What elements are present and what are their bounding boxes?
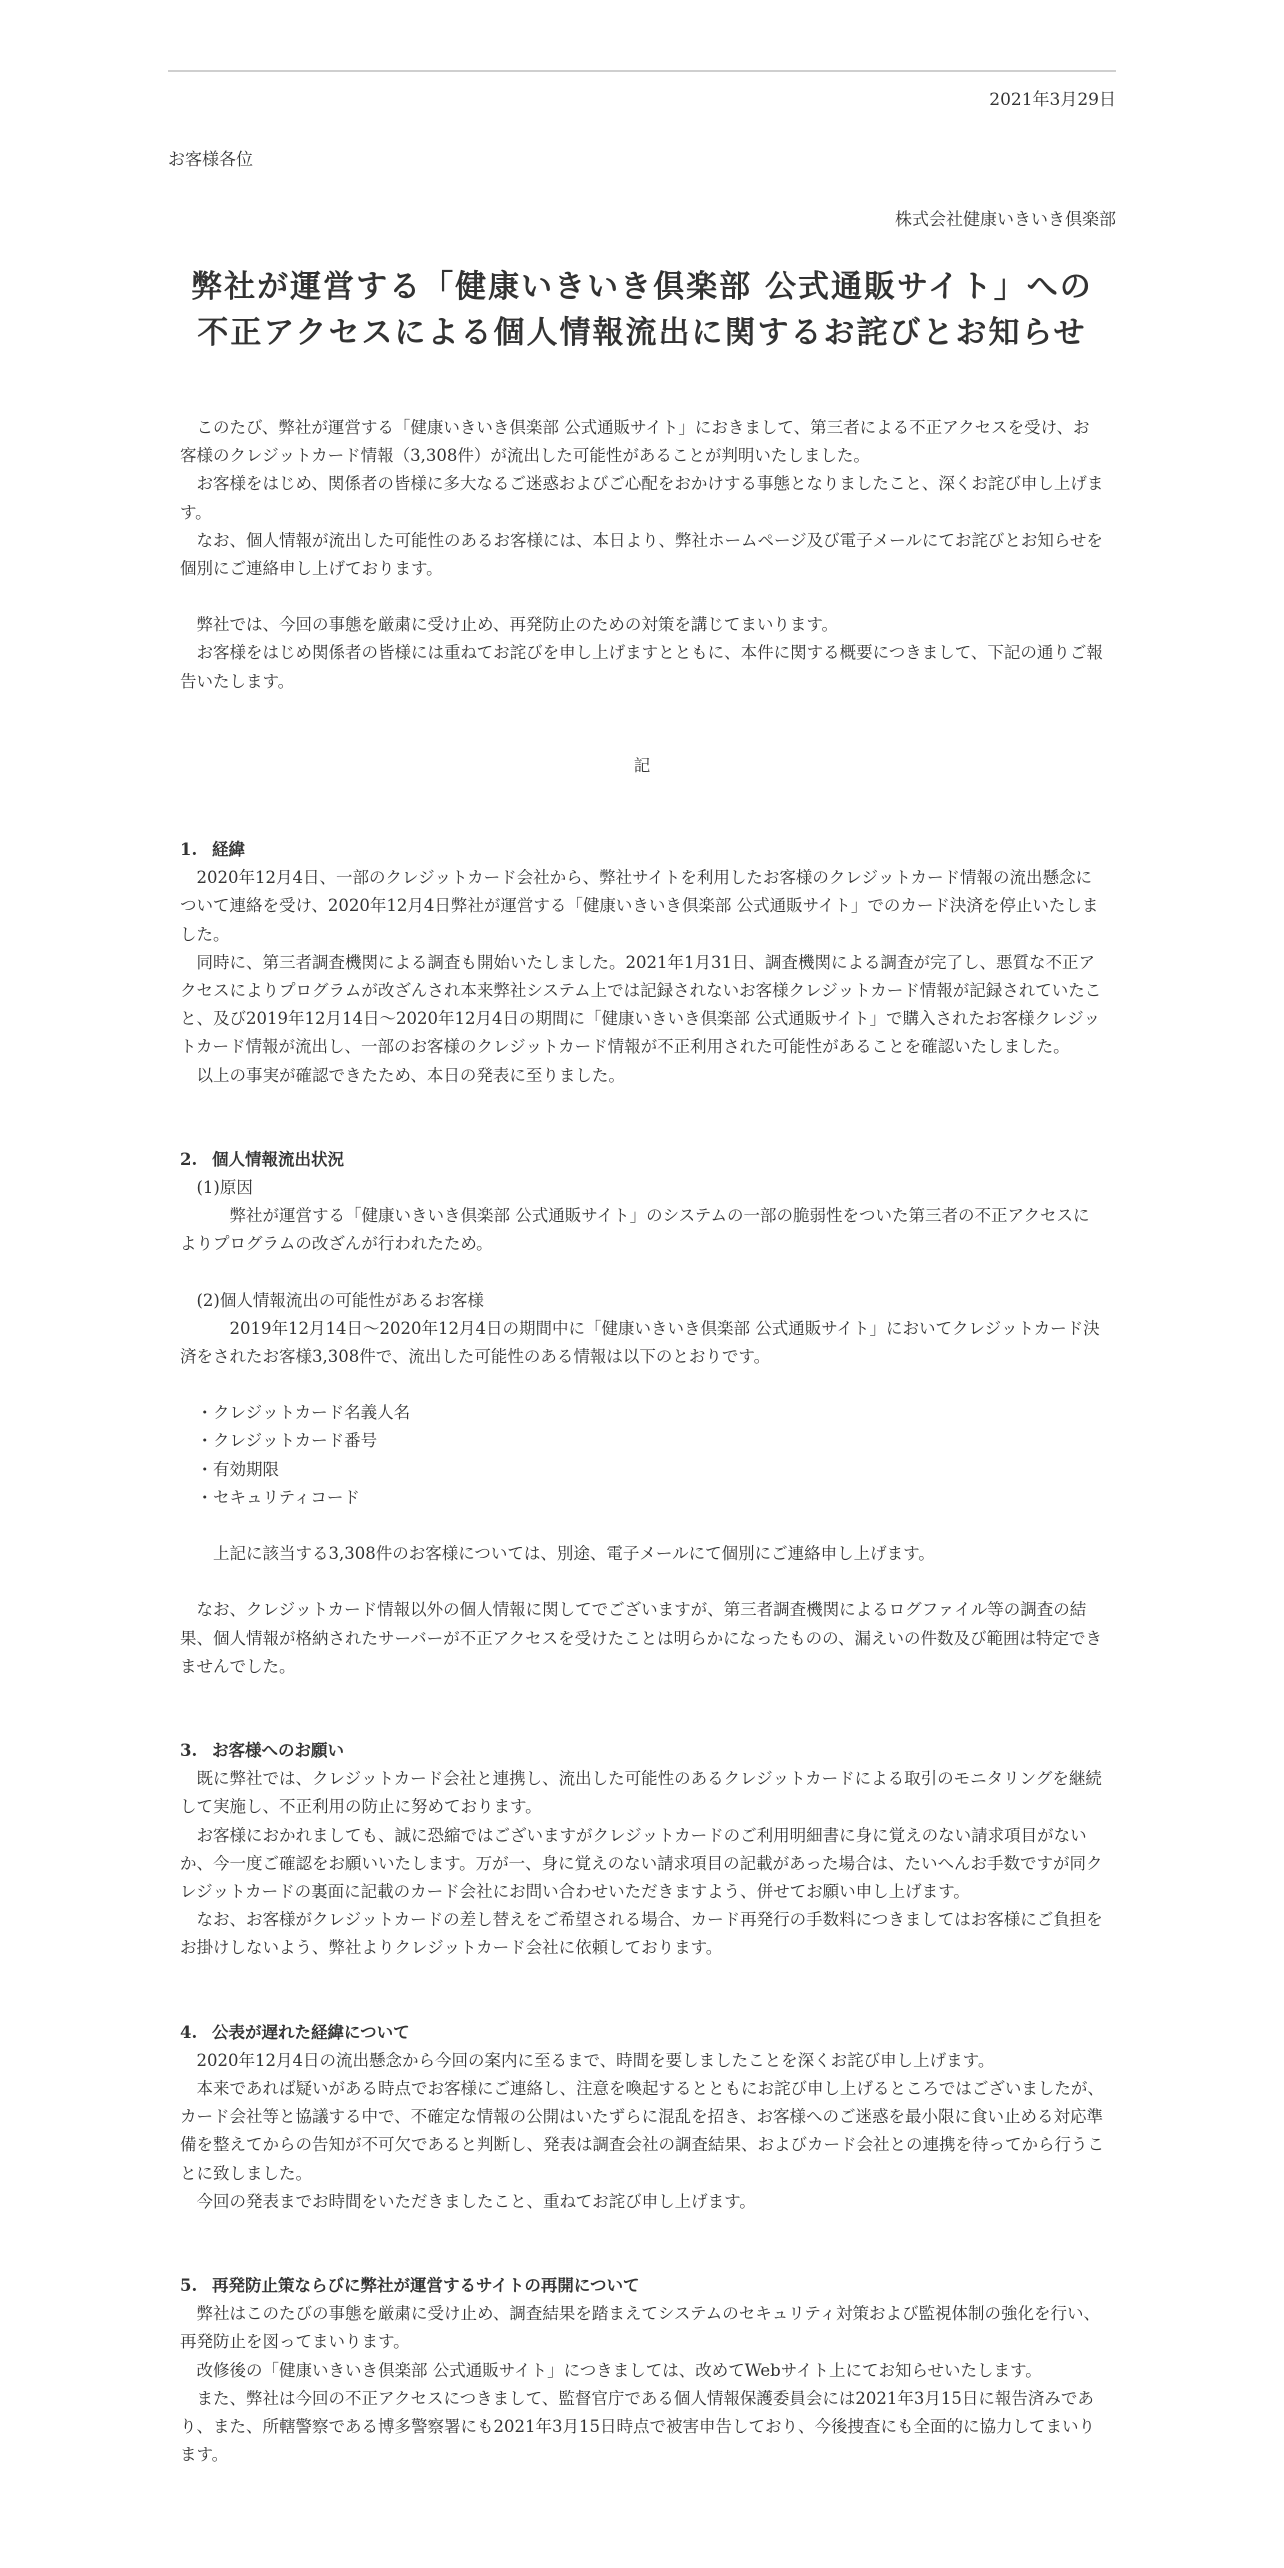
ki-marker: 記: [633, 755, 651, 775]
intro-paragraph: 弊社では、今回の事態を厳粛に受け止め、再発防止のための対策を講じてまいります。: [196, 615, 839, 635]
section-paragraph: 同時に、第三者調査機関による調査も開始いたしました。2021年1月31日、調査機関による調査が完了し、悪質な不正アクセスによりプログラムが改ざんされ本来弊社システム上では記録されないお客様クレジットカード情報が記録されていたこと、及び2019年12月14日～2020年12月4日の期間に「健康いきいき倶楽部 公式通販サイト」で購入されたお客様クレジットカード情報が流出し、一部のお客様のクレジットカード情報が不正利用された可能性があることを確認いたしました。: [180, 952, 1102, 1057]
section-number: 1.: [180, 840, 198, 860]
section-heading-1: [180, 836, 1104, 864]
section-paragraph: 改修後の「健康いきいき倶楽部 公式通販サイト」につきましては、改めてWebサイト上にてお知らせいたします。: [196, 2360, 1042, 2380]
section-number: 3.: [180, 1740, 198, 1760]
list-item: ・クレジットカード番号: [196, 1431, 378, 1451]
intro-paragraph: なお、個人情報が流出した可能性のあるお客様には、本日より、弊社ホームページ及び電子メールにてお詫びとお知らせを個別にご連絡申し上げております。: [180, 530, 1103, 579]
title-line-2: 不正アクセスによる個人情報流出に関するお詫びとお知らせ: [197, 315, 1087, 351]
subsection-label: (1)原因: [196, 1178, 253, 1198]
section-paragraph: 既に弊社では、クレジットカード会社と連携し、流出した可能性のあるクレジットカードによる取引のモニタリングを継続して実施し、不正利用の防止に努めております。: [180, 1769, 1102, 1817]
page-title: [168, 264, 1116, 356]
section-paragraph: 今回の発表までお時間をいただきましたこと、重ねてお詫び申し上げます。: [196, 2191, 756, 2211]
section-number: 4.: [180, 2022, 198, 2042]
salutation: お客様各位: [168, 150, 253, 170]
section-paragraph: また、弊社は今回の不正アクセスにつきまして、監督官庁である個人情報保護委員会には2021年3月15日に報告済みであり、また、所轄警察である博多警察署にも2021年3月15日時点で被害申告しており、今後捜査にも全面的に協力してまいります。: [180, 2388, 1095, 2465]
subsection-label: (2)個人情報流出の可能性があるお客様: [196, 1290, 484, 1310]
section-title: お客様へのお願い: [212, 1740, 344, 1760]
section-number: 2.: [180, 1149, 198, 1169]
section-paragraph: お客様におかれましても、誠に恐縮ではございますがクレジットカードのご利用明細書に身に覚えのない請求項目がないか、今一度ご確認をお願いいたします。万が一、身に覚えのない請求項目の記載があった場合は、たいへんお手数ですが同クレジットカードの裏面に記載のカード会社にお問い合わせいただきますよう、併せてお願い申し上げます。: [180, 1825, 1103, 1901]
section-heading-5: [180, 2272, 1104, 2300]
section-paragraph: 弊社はこのたびの事態を厳粛に受け止め、調査結果を踏まえてシステムのセキュリティ対策および監視体制の強化を行い、再発防止を図ってまいります。: [180, 2304, 1101, 2352]
section-number: 5.: [180, 2275, 198, 2295]
subsection-text: 2019年12月14日～2020年12月4日の期間中に「健康いきいき倶楽部 公式通販サイト」においてクレジットカード決済をされたお客様3,308件で、流出した可能性のある情報は以下のとおりです。: [180, 1318, 1100, 1367]
section-title: 公表が遅れた経緯について: [212, 2022, 410, 2042]
section-title: 経緯: [212, 840, 245, 860]
intro-paragraph: お客様をはじめ関係者の皆様には重ねてお詫びを申し上げますとともに、本件に関する概要につきまして、下記の通りご報告いたします。: [180, 643, 1103, 691]
intro-paragraph: このたび、弊社が運営する「健康いきいき倶楽部 公式通販サイト」におきまして、第三者による不正アクセスを受け、お客様のクレジットカード情報（3,308件）が流出した可能性があることが判明いたしました。: [180, 418, 1090, 466]
list-item: ・有効期限: [196, 1459, 279, 1479]
section-paragraph: 2020年12月4日、一部のクレジットカード会社から、弊社サイトを利用したお客様のクレジットカード情報の流出懸念について連絡を受け、2020年12月4日弊社が運営する「健康いきいき倶楽部 公式通販サイト」でのカード決済を停止いたしました。: [180, 868, 1099, 944]
subsection-text: 弊社が運営する「健康いきいき倶楽部 公式通販サイト」のシステムの一部の脆弱性をついた第三者の不正アクセスによりプログラムの改ざんが行われたため。: [180, 1206, 1090, 1254]
list-item: ・クレジットカード名義人名: [196, 1403, 411, 1423]
section-heading-4: [180, 2019, 1104, 2047]
section-title: 個人情報流出状況: [212, 1149, 344, 1169]
section-paragraph: 以上の事実が確認できたため、本日の発表に至りました。: [196, 1065, 625, 1085]
section-paragraph: 本来であれば疑いがある時点でお客様にご連絡し、注意を喚起するとともにお詫び申し上げるところではございましたが、カード会社等と協議する中で、不確定な情報の公開はいたずらに混乱を招き、お客様へのご迷惑を最小限に食い止める対応準備を整えてからの告知が不可欠であると判断し、発表は調査会社の調査結果、およびカード会社との連携を待ってから行うことに致しました。: [180, 2078, 1104, 2183]
section-paragraph: なお、クレジットカード情報以外の個人情報に関してでございますが、第三者調査機関によるログファイル等の調査の結果、個人情報が格納されたサーバーが不正アクセスを受けたことは明らかになったものの、漏えいの件数及び範囲は特定できませんでした。: [180, 1600, 1103, 1676]
notice-body: [180, 414, 1104, 2469]
section-heading-3: [180, 1737, 1104, 1765]
section-heading-2: [180, 1146, 1104, 1174]
section-title: 再発防止策ならびに弊社が運営するサイトの再開について: [212, 2275, 640, 2295]
top-divider: [168, 70, 1116, 72]
section-paragraph: なお、お客様がクレジットカードの差し替えをご希望される場合、カード再発行の手数料につきましてはお客様にご負担をお掛けしないよう、弊社よりクレジットカード会社に依頼しております。: [180, 1910, 1103, 1958]
title-line-1: 弊社が運営する「健康いきいき倶楽部 公式通販サイト」への: [191, 269, 1093, 305]
section-paragraph: 2020年12月4日の流出懸念から今回の案内に至るまで、時間を要しましたことを深くお詫び申し上げます。: [196, 2050, 995, 2070]
company-name: 株式会社健康いきいき倶楽部: [895, 210, 1116, 230]
contact-note: 上記に該当する3,308件のお客様については、別途、電子メールにて個別にご連絡申し上げます。: [213, 1544, 935, 1564]
list-item: ・セキュリティコード: [196, 1487, 360, 1507]
notice-date: 2021年3月29日: [989, 90, 1116, 110]
intro-paragraph: お客様をはじめ、関係者の皆様に多大なるご迷惑およびご心配をおかけする事態となりましたこと、深くお詫び申し上げます。: [180, 474, 1104, 522]
